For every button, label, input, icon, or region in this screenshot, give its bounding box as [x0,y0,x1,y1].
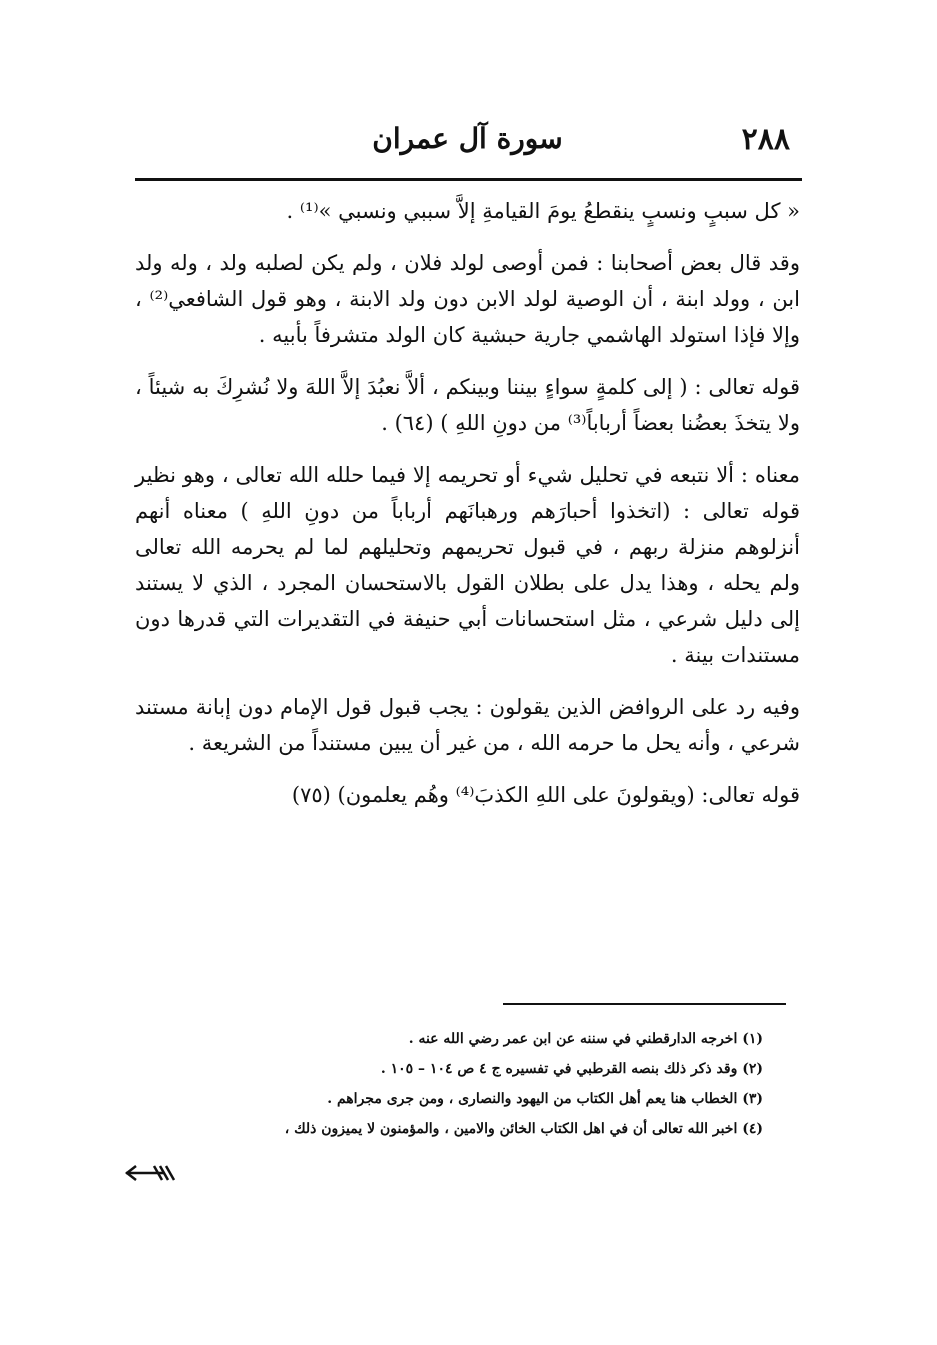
paragraph-verse-75: قوله تعالى: (ويقولونَ على اللهِ الكذبَ⁽⁴⁾ وهُم يعلمون) (٧٥) [291,783,800,807]
footnote-2: (٢) وقد ذكر ذلك بنصه القرطبي في تفسيره ج ٤ ص ١٠٤ – ١٠٥ . [380,1061,763,1077]
paragraph-rawafid: وفيه رد على الروافض الذين يقولون : يجب قبول قول الإمام دون إبانة مستند شرعي ، وأنه يحل ما حرمه الله ، من غير أن يبين مستنداً من الشريعة . [135,695,800,755]
page-header [135,118,800,162]
surah-title: سورة آل عمران [372,122,563,155]
paragraph-verse-64: قوله تعالى : ( إلى كلمةٍ سواءٍ بيننا وبينكم ، ألاَّ نعبُدَ إلاَّ اللهَ ولا نُشرِكَ به شيئاً ، ولا يتخذَ بعضُنا بعضاً أرباباً⁽³⁾ من دونِ اللهِ ) (٦٤) . [135,375,800,435]
main-text [135,193,800,829]
footnote-3: (٣) الخطاب هنا يعم أهل الكتاب من اليهود والنصارى ، ومن جرى مجراهم . [327,1091,763,1107]
footnote-rule [503,1003,786,1005]
page-number: ٢٨٨ [741,122,790,157]
continuation-arrow-icon [124,1162,176,1184]
paragraph-bequest: وقد قال بعض أصحابنا : فمن أوصى لولد فلان ، ولم يكن لصلبه ولد ، وله ولد ابن ، وولد ابنة ، أن الوصية لولد الابن دون ولد الابنة ، وهو قول الشافعي⁽²⁾ ، وإلا فإذا استولد الهاشمي جارية حبشية كان الولد متشرفاً بأبيه . [135,251,800,347]
paragraph-hadith: « كل سببٍ ونسبٍ ينقطعُ يومَ القيامةِ إلاَّ سببي ونسبي »⁽¹⁾ . [286,199,800,223]
footnote-4: (٤) اخبر الله تعالى أن في اهل الكتاب الخائن والامين ، والمؤمنون لا يميزون ذلك ، [284,1121,763,1137]
header-rule [135,178,802,181]
footnotes [135,1024,763,1144]
paragraph-meaning: معناه : ألا نتبعه في تحليل شيء أو تحريمه إلا فيما حلله الله تعالى ، وهو نظير قوله تعالى : (اتخذوا أحبارَهم ورهبانَهم أرباباً من دونِ اللهِ ) معناه أنهم أنزلوهم منزلة ربهم ، في قبول تحريمهم وتحليلهم لما لم يحرمه الله تعالى ولم يحله ، وهذا يدل على بطلان القول بالاستحسان المجرد ، الذي لا يستند إلى دليل شرعي ، مثل استحسانات أبي حنيفة في التقديرات التي قدرها دون مستندات بينة . [135,463,800,667]
footnote-1: (١) اخرجه الدارقطني في سننه عن ابن عمر رضي الله عنه . [408,1031,763,1047]
